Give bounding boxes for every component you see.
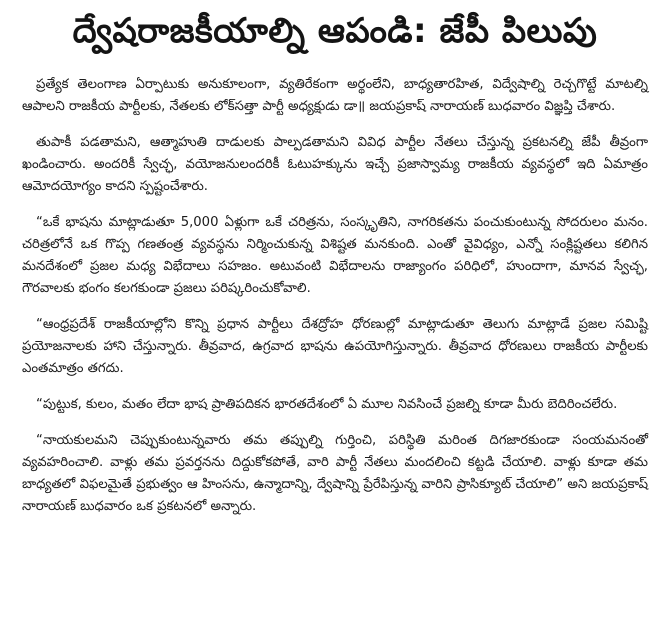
article-paragraph-6: “నాయకులమని చెప్పుకుంటున్నవారు తమ తప్పుల్ని గుర్తించి, పరిస్థితి మరింత దిగజారకుండా సంయమనంతో వ్యవహరించాలి. వాళ్లు తమ ప్రవర్తనను దిద్దుకోకపోతే, వారి పార్టీ నేతలు మందలించి కట్టడి చేయాలి. వాళ్లు కూడా తమ బాధ్యతలో విఫలమైతే ప్రభుత్వం ఆ హింసను, ఉన్మాదాన్ని, ద్వేషాన్ని ప్రేరేపిస్తున్న వారిని ప్రాసిక్యూట్ చేయాలి” అని జయప్రకాష్ నారాయణ్ బుధవారం ఒక ప్రకటనలో అన్నారు.	[22, 433, 648, 514]
article-headline: ద్వేషరాజకీయాల్ని ఆపండి: జేపీ పిలుపు	[72, 11, 598, 51]
article-paragraph-4: “ఆంధ్రప్రదేశ్ రాజకీయాల్లోని కొన్ని ప్రధాన పార్టీలు దేశద్రోహ ధోరణుల్లో మాట్లాడుతూ తెలుగు మాట్లాడే ప్రజల సమిష్టి ప్రయోజనాలకు హాని చేస్తున్నారు. తీవ్రవాద, ఉగ్రవాద భాషను ఉపయోగిస్తున్నారు. తీవ్రవాద ధోరణులు రాజకీయ పార్టీలకు ఎంతమాత్రం తగదు.	[22, 317, 648, 376]
article-paragraph-1: ప్రత్యేక తెలంగాణ ఏర్పాటుకు అనుకూలంగా, వ్యతిరేకంగా అర్థంలేని, బాధ్యతారహిత, విద్వేషాల్ని రెచ్చగొట్టే మాటల్ని ఆపాలని రాజకీయ పార్టీలకు, నేతలకు లోక్‌సత్తా పార్టీ అధ్యక్షుడు డా॥ జయప్రకాష్ నారాయణ్ బుధవారం విజ్ఞప్తి చేశారు.	[22, 77, 648, 114]
article-paragraph-2: తుపాకీ పడతామని, ఆత్మాహుతి దాడులకు పాల్పడతామని వివిధ పార్టీల నేతలు చేస్తున్న ప్రకటనల్ని జేపీ తీవ్రంగా ఖండించారు. అందరికీ స్వేచ్ఛ, వయోజనులందరికీ ఓటుహక్కును ఇచ్చే ప్రజాస్వామ్య రాజకీయ వ్యవస్థలో ఇది ఏమాత్రం ఆమోదయోగ్యం కాదని స్పష్టంచేశారు.	[22, 135, 648, 194]
article-paragraph-3: “ఒకే భాషను మాట్లాడుతూ 5,000 ఏళ్లుగా ఒకే చరిత్రను, సంస్కృతిని, నాగరికతను పంచుకుంటున్న సోదరులం మనం. చరిత్రలోనే ఒక గొప్ప గణతంత్ర వ్యవస్థను నిర్మించుకున్న విశిష్టత మనకుంది. ఎంతో వైవిధ్యం, ఎన్నో సంక్లిష్టతలు కలిగిన మనదేశంలో ప్రజల మధ్య విభేదాలు సహజం. అటువంటి విభేదాలను రాజ్యాంగం పరిధిలో, హుందాగా, మానవ స్వేచ్ఛ, గౌరవాలకు భంగం కలగకుండా ప్రజలు పరిష్కరించుకోవాలి.	[22, 215, 648, 296]
article-paragraph-5: “పుట్టుక, కులం, మతం లేదా భాష ప్రాతిపదికన భారతదేశంలో ఏ మూల నివసించే ప్రజల్ని కూడా మీరు బెదిరించలేరు.	[36, 397, 618, 412]
article-body	[22, 74, 648, 518]
